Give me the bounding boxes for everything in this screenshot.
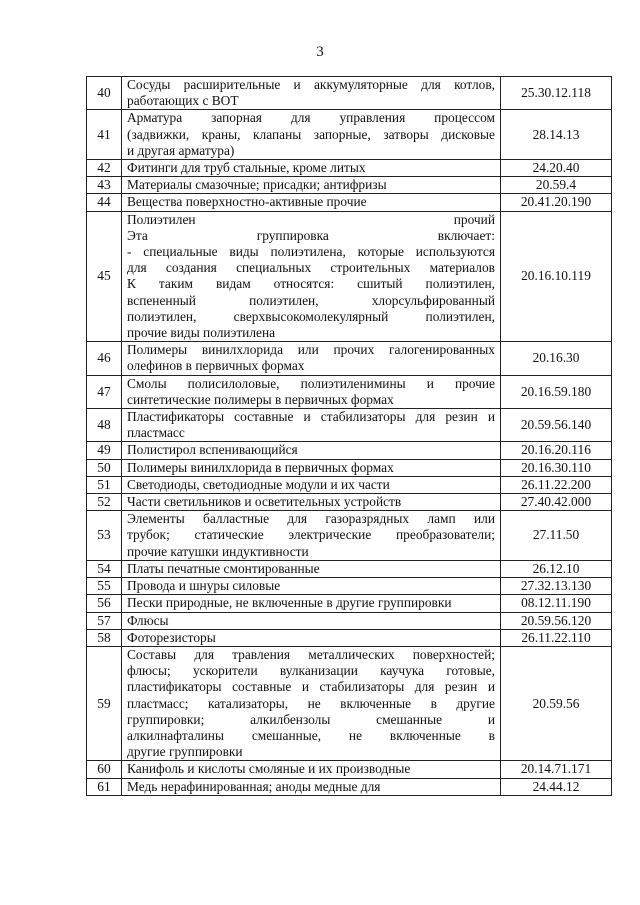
okpd2-code: 26.12.10 (501, 560, 612, 577)
table-row (87, 629, 612, 646)
okpd2-code: 20.16.59.180 (501, 375, 612, 408)
product-name-line: трубок; статические электрические преобразователи; (127, 527, 495, 543)
product-name (122, 560, 501, 577)
row-number: 43 (87, 177, 122, 194)
product-name (122, 375, 501, 408)
row-number: 44 (87, 194, 122, 211)
product-name-line: и другая арматура) (127, 142, 235, 158)
product-name (122, 409, 501, 442)
okpd2-code: 25.30.12.118 (501, 77, 612, 110)
row-number: 40 (87, 77, 122, 110)
product-name (122, 612, 501, 629)
product-name (122, 77, 501, 110)
table-row (87, 595, 612, 612)
okpd2-code: 24.44.12 (501, 778, 612, 795)
product-name (122, 110, 501, 160)
product-name (122, 646, 501, 760)
table-row (87, 511, 612, 561)
okpd2-code: 20.59.56 (501, 646, 612, 760)
product-name-line: Фоторезисторы (127, 629, 216, 645)
product-name-line: пластмасс; катализаторы, не включенные в другие (127, 695, 495, 711)
product-name (122, 194, 501, 211)
product-name (122, 511, 501, 561)
row-number: 51 (87, 476, 122, 493)
okpd2-code: 26.11.22.200 (501, 476, 612, 493)
product-name-line: работающих с ВОТ (127, 93, 239, 109)
table-row (87, 778, 612, 795)
product-name-line: - специальные виды полиэтилена, которые используются (127, 244, 495, 260)
okpd2-code: 27.32.13.130 (501, 578, 612, 595)
product-name (122, 342, 501, 375)
product-name-line: группировки; алкилбензолы смешанные и (127, 711, 495, 727)
product-name (122, 160, 501, 177)
row-number: 57 (87, 612, 122, 629)
product-name (122, 476, 501, 493)
table-row (87, 342, 612, 375)
okpd2-code: 27.40.42.000 (501, 494, 612, 511)
okpd2-code: 20.59.4 (501, 177, 612, 194)
product-name-line: алкилнафталины смешанные, не включенные в (127, 727, 495, 743)
product-name-line: вспененный полиэтилен, хлорсульфированный (127, 292, 495, 308)
product-name-line: другие группировки (127, 744, 243, 760)
product-name (122, 459, 501, 476)
product-name (122, 595, 501, 612)
product-codes-table (86, 76, 612, 796)
row-number: 50 (87, 459, 122, 476)
okpd2-code: 20.59.56.140 (501, 409, 612, 442)
okpd2-code: 20.59.56.120 (501, 612, 612, 629)
product-name-line: пластмасс (127, 425, 185, 441)
product-name-line: Медь нерафинированная; аноды медные для (127, 778, 381, 794)
table-body (87, 77, 612, 796)
row-number: 61 (87, 778, 122, 795)
table-row (87, 194, 612, 211)
row-number: 58 (87, 629, 122, 646)
row-number: 55 (87, 578, 122, 595)
product-name (122, 494, 501, 511)
product-name-line: Платы печатные смонтированные (127, 560, 320, 576)
page-number: 3 (316, 44, 324, 60)
product-name (122, 761, 501, 778)
row-number: 41 (87, 110, 122, 160)
product-name-line: Провода и шнуры силовые (127, 578, 281, 594)
product-name-line: Полимеры винилхлорида или прочих галогенированных (127, 342, 495, 358)
product-name-line: Эта группировка включает: (127, 227, 495, 243)
table-row (87, 494, 612, 511)
product-name (122, 578, 501, 595)
row-number: 46 (87, 342, 122, 375)
table-row (87, 646, 612, 760)
row-number: 48 (87, 409, 122, 442)
product-name-line: Части светильников и осветительных устройств (127, 494, 402, 510)
product-name-line: Материалы смазочные; присадки; антифризы (127, 177, 387, 193)
product-name (122, 629, 501, 646)
table-row (87, 160, 612, 177)
row-number: 45 (87, 211, 122, 342)
row-number: 49 (87, 442, 122, 459)
row-number: 42 (87, 160, 122, 177)
row-number: 53 (87, 511, 122, 561)
product-name (122, 211, 501, 342)
table-row (87, 560, 612, 577)
product-name-line: Полиэтилен прочий (127, 211, 495, 227)
table-row (87, 375, 612, 408)
product-name (122, 442, 501, 459)
product-name-line: Элементы балластные для газоразрядных ламп или (127, 511, 495, 527)
table-row (87, 442, 612, 459)
product-name-line: Флюсы (127, 612, 169, 628)
table-row (87, 612, 612, 629)
product-name-line: Сосуды расширительные и аккумуляторные для котлов, (127, 77, 495, 92)
product-name-line: Смолы полисилоловые, полиэтиленимины и прочие (127, 375, 495, 391)
row-number: 56 (87, 595, 122, 612)
product-name-line: Пески природные, не включенные в другие группировки (127, 595, 452, 611)
product-name-line: прочие катушки индуктивности (127, 543, 309, 559)
product-name-line: К таким видам относятся: сшитый полиэтилен, (127, 276, 495, 292)
row-number: 59 (87, 646, 122, 760)
row-number: 54 (87, 560, 122, 577)
product-name-line: прочие виды полиэтилена (127, 325, 276, 341)
okpd2-code: 20.16.10.119 (501, 211, 612, 342)
okpd2-code: 08.12.11.190 (501, 595, 612, 612)
okpd2-code: 24.20.40 (501, 160, 612, 177)
okpd2-code: 20.14.71.171 (501, 761, 612, 778)
product-name-line: Арматура запорная для управления процессом (127, 110, 495, 126)
okpd2-code: 26.11.22.110 (501, 629, 612, 646)
table-row (87, 77, 612, 110)
product-name-line: Пластификаторы составные и стабилизаторы для резин и (127, 409, 495, 425)
table-row (87, 459, 612, 476)
product-name-line: полиэтилен, сверхвысокомолекулярный полиэтилен, (127, 308, 495, 324)
table-row (87, 761, 612, 778)
okpd2-code: 27.11.50 (501, 511, 612, 561)
product-name-line: синтетические полимеры в первичных формах (127, 391, 394, 407)
row-number: 52 (87, 494, 122, 511)
table-row (87, 177, 612, 194)
product-name (122, 177, 501, 194)
product-name-line: Полистирол вспенивающийся (127, 442, 298, 458)
table-row (87, 476, 612, 493)
table-row (87, 578, 612, 595)
product-name-line: Фитинги для труб стальные, кроме литых (127, 160, 366, 176)
okpd2-code: 20.41.20.190 (501, 194, 612, 211)
product-name-line: Полимеры винилхлорида в первичных формах (127, 459, 394, 475)
product-name-line: пластификаторы составные и стабилизаторы для резин и (127, 679, 495, 695)
product-name-line: Светодиоды, светодиодные модули и их части (127, 476, 390, 492)
table-row (87, 409, 612, 442)
okpd2-code: 28.14.13 (501, 110, 612, 160)
okpd2-code: 20.16.30.110 (501, 459, 612, 476)
row-number: 47 (87, 375, 122, 408)
product-name-line: (задвижки, краны, клапаны запорные, затворы дисковые (127, 126, 495, 142)
product-name-line: флюсы; ускорители вулканизации каучука готовые, (127, 663, 495, 679)
product-name-line: Вещества поверхностно-активные прочие (127, 194, 367, 210)
table-row (87, 110, 612, 160)
row-number: 60 (87, 761, 122, 778)
okpd2-code: 20.16.30 (501, 342, 612, 375)
product-name-line: Канифоль и кислоты смоляные и их производные (127, 761, 411, 777)
product-name (122, 778, 501, 795)
table-row (87, 211, 612, 342)
product-name-line: олефинов в первичных формах (127, 358, 305, 374)
product-name-line: для создания специальных строительных материалов (127, 260, 495, 276)
okpd2-code: 20.16.20.116 (501, 442, 612, 459)
product-name-line: Составы для травления металлических поверхностей; (127, 646, 495, 662)
